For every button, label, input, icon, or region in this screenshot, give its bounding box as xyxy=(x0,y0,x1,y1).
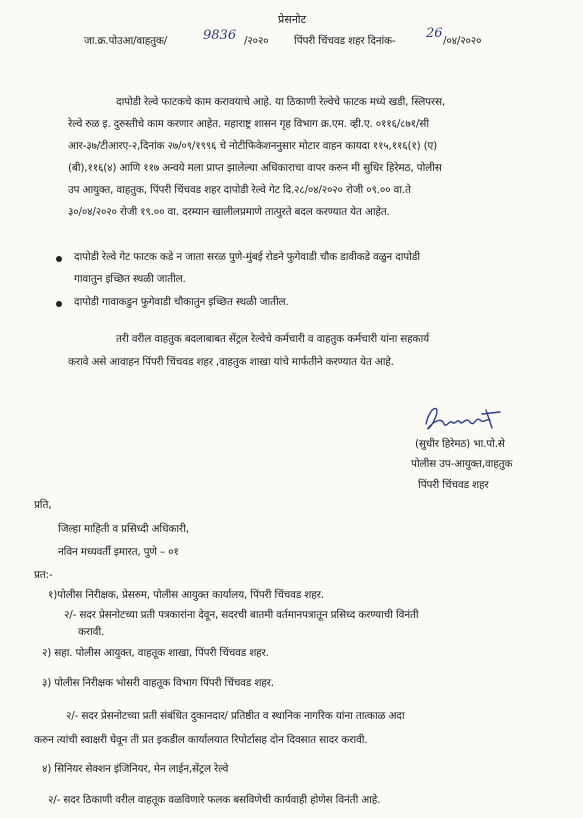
signatory-city: पिंपरी चिंचवड शहर xyxy=(418,479,489,491)
cc-item: १)पोलीस निरीक्षक, प्रेसरुम, पोलीस आयुक्त कार्यालय, पिंपरी चिंचवड शहर. xyxy=(48,589,324,601)
cc-item: ४) सिनियर सेक्शन इंजिनियर, मेन लाईन,सेंट्रल रेल्वे xyxy=(42,763,229,775)
cc-label: प्रत:- xyxy=(34,569,53,581)
to-line: जिल्हा माहिती व प्रसिध्दी अधिकारी, xyxy=(58,523,189,535)
cc-item: २) सहा. पोलीस आयुक्त, वाहतूक शाखा, पिंपरी चिंचवड शहर. xyxy=(42,647,269,659)
para2-line: तरी वरील वाहतुक बदलाबाबत सेंट्रल रेल्वेचे कर्मचारी व वाहतुक कर्मचारी यांना सहकार्य xyxy=(116,333,430,345)
date-rest: /०४/२०२० xyxy=(443,35,482,47)
para1-line: रेल्वे रुळ इ. दुरुस्तीचे काम करणार आहेत. महाराष्ट्र शासन गृह विभाग क्र.एम. व्ही.ए. ०११६/८७१/सी xyxy=(68,118,429,130)
para1-line: उप आयुक्त, वाहतुक, पिंपरी चिंचवड शहर दापोडी रेल्वे गेट दि.२८/०४/२०२० रोजी ०९.०० वा.ते xyxy=(68,184,411,196)
para1-line: दापोडी रेल्वे फाटकचे काम करावयाचे आहे. या ठिकाणी रेल्वेचे फाटक मध्ये खडी, स्लिपरस, xyxy=(116,96,446,108)
cc-item: करुन त्यांची स्वाक्षरी घेवून ती प्रत इकडील कार्यालयात रिपोर्टासह दोन दिवसात सादर करावी. xyxy=(34,734,368,746)
para2-line: करावे असे आवाहन पिंपरी चिंचवड शहर ,वाहतुक शाखा यांचे मार्फतीने करण्यात येत आहे. xyxy=(68,356,394,368)
reference-label: जा.क्र.पोउआ/वाहतुक/ xyxy=(84,35,168,47)
cc-item: ३) पोलीस निरीक्षक भोसरी वाहतूक विभाग पिंपरी चिंचवड शहर. xyxy=(42,677,274,689)
reference-year: /२०२० xyxy=(244,35,269,47)
para1-line: ३०/०४/२०२० रोजी १९.०० वा. दरम्यान खालीलप्रमाणे तात्पुरते बदल करण्यात येत आहेत. xyxy=(68,206,390,218)
bullet-line: गावातुन इच्छित स्थळी जातील. xyxy=(74,273,186,285)
para1-line: (बी),११६(४) आणि ११७ अन्वये मला प्राप्त झालेल्या अधिकाराचा वापर करुन मी सुधिर हिरेमठ, पोलीस xyxy=(68,162,442,174)
cc-item: २/- सदर ठिकाणी वरील वाहतूक वळविणारे फलक बसविणेची कार्यवाही होणेस विनंती आहे. xyxy=(48,794,381,806)
signatory-name: (सुधीर हिरेमठ) भा.पो.से xyxy=(415,438,505,450)
to-label: प्रति, xyxy=(34,499,52,511)
city-date-label: पिंपरी चिंचवड शहर दिनांक- xyxy=(294,35,396,47)
bullet-line: दापोडी रेल्वे गेट फाटक कडे न जाता सरळ पुणे-मुंबई रोडने फुगेवाडी चौक डावीकडे वळुन दापोडी xyxy=(74,251,420,263)
signature-mark xyxy=(420,402,510,436)
date-day-handwritten: 26 xyxy=(426,26,443,41)
bullet-line: दापोडी गावाकडुन फुगेवाडी चौकातुन इच्छित स्थळी जातील. xyxy=(74,296,289,308)
bullet-dot xyxy=(56,256,62,262)
press-note-title: प्रेसनोट xyxy=(278,13,307,26)
cc-item: २/- सदर प्रेसनोटच्या प्रती पत्रकारांना देवून, सदरची बातमी वर्तमानपत्रातून प्रसिध्द करण्याची विनंती xyxy=(64,609,419,621)
to-line: नविन मध्यवर्ती इमारत, पुणे – ०१ xyxy=(58,546,179,558)
para1-line: आर-३७/टीआरए-२,दिनांक २७/०९/१९९६ चे नोटीफिकेशननुसार मोटार वाहन कायदा ११५,११६(१) (ए) xyxy=(68,140,438,152)
cc-item: २/- सदर प्रेसनोटच्या प्रती संबंधित दुकानदार/ प्रतिष्ठीत व स्थानिक नागरिक यांना तात्काळ अदा xyxy=(66,710,405,722)
reference-number-handwritten: 9836 xyxy=(203,28,237,43)
cc-item: करावी. xyxy=(78,626,105,638)
bullet-dot xyxy=(56,301,62,307)
signatory-designation: पोलीस उप-आयुक्त,वाहतुक xyxy=(411,458,513,470)
